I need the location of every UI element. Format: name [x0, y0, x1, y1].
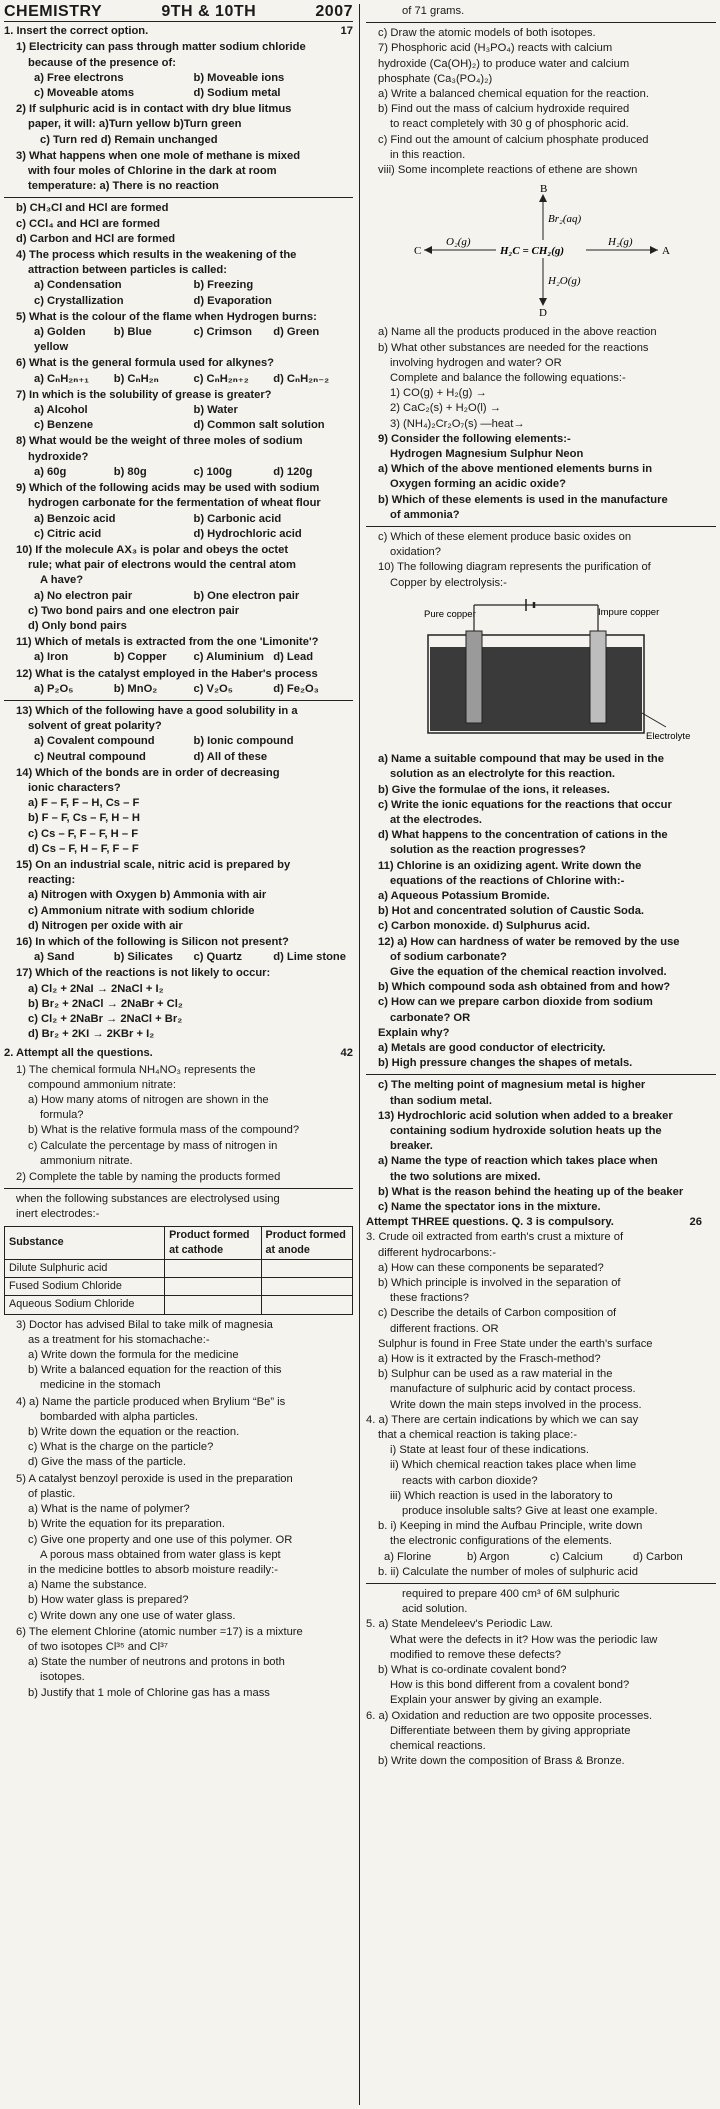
- q2-part-4: 4) a) Name the particle produced when Brylium “Be” is bombarded with alpha particles. b) Write down the equation or the reaction. c) What is the charge on the particle? d) Give the mass of the particle.: [16, 1395, 286, 1469]
- mcq-3: 3) What happens when one mole of methane is mixed with four moles of Chlorine in the dark at room temperature: a) There is no reaction: [16, 149, 301, 193]
- mcq-9: 9) Which of the following acids may be used with sodium hydrogen carbonate for the fermentation of wheat flour a) Benzoic acid b) Carbonic acid c) Citric acid d) Hydrochloric acid: [16, 482, 321, 540]
- q1-heading: 1. Insert the correct option. 17: [4, 24, 353, 39]
- table-row: Aqueous Sodium Chloride: [5, 1296, 353, 1314]
- right-column: of 71 grams. c) Draw the atomic models of both isotopes. 7) Phosphoric acid (H₃PO₄) reacts with calcium hydroxide (Ca(OH)₂) to produce water and calcium phosphate (Ca₃(PO₄)₂) a) Write a balanced chemical equation for the reaction. b) Find out the mass of calcium hydroxide required to react completely with 30 g of phosphoric acid. c) Find out the amount of calcium phosphate produced in this reaction. viii) Some incomplete reactions of ethene are shown B Br₂(aq) C O₂(g) H₂C = CH₂(g) H₂(g) A H₂O(g) D a) Name all the products produced in the above reaction b) What other substances are needed for the reactions involving hydrogen and water? OR Complete and balance the following equations:- 1) CO(g) + H₂(g) → 2) CaC₂(s) + H₂O(l) → 3) (NH₄)₂Cr₂O₇(s) —heat→ 9) Consider the following elements:- Hydrogen Magnesium Sulphur Neon a) Which of the above mentioned elements burns in Oxygen forming an acidic oxide? b) Which of these elements is used in the manufacture of ammonia? c) Which of these element produce basic oxides on oxidation? 10) The following diagram represents the purification of Copper by electrolysis:- Pure copper Impure copper Electrolyte a) Name a suitable compound that may be used in the solution as an electrolyte for this reaction. b) Give the formulae of the ions, it releases. c) Write the ionic equations for the reactions that occur at the electrodes. d) What happens to the concentration of cations in the solution as the reaction progresses? 11) Chlorine is an oxidizing agent. Write down the equations of the reactions of Chlorine with:- a) Aqueous Potassium Bromide. b) Hot and concentrated solution of Caustic Soda. c) Carbon monoxide. d) Sulphurus acid. 12) a) How can hardness of water be removed by the use of sodium carbonate? Give the equation of the chemical reaction involved. b) Which compound soda ash obtained from and how? c) How can we prepare carbon dioxide from sodium carbonate? OR Explain why? a) Metals are good conductor of electricity. b) High pressure changes the shapes of metals. c) The melting point of magnesium metal is higher than sodium metal. 13) Hydrochloric acid solution when added to a breaker containing sodium hydroxide solution heats up the breaker. a) Name the type of reaction which takes place when the two solutions are mixed. b) What is the reason behind the heating up of the beaker c) Name the spectator ions in the mixture. Attempt THREE questions. Q. 3 is compulsory. 26 3. Crude oil extracted from earth's crust a mixture of different hydrocarbons:- a) How can these components be separated? b) Which principle is involved in the separation of these fractions? c) Describe the details of Carbon composition of different fractions. OR Sulphur is found in Free State under the earth's surface a) How is it extracted by the Frasch-method? b) Sulphur can be used as a raw material in the manufacture of sulphuric acid by contact process. Write down the main steps involved in the process. 4. a) There are certain indications by which we can say that a chemical reaction is taking place:- i) State at least four of these indications. ii) Which chemical reaction takes place when lime reacts with carbon dioxide? iii) Which reaction is used in the laboratory to produce insoluble salts? Give at least one example. b. i) Keeping in mind the Aufbau Principle, write down the electronic configurations of the elements. a) Florine b) Argon c) Calcium d) Carbon b. ii) Calculate the number of moles of sulphuric acid required to prepare 400 cm³ of 6M sulphuric acid solution. 5. a) State Mendeleev's Periodic Law. What were the defects in it? How was the periodic law modified to remove these defects? b) What is co-ordinate covalent bond? How is this bond different from a covalent bond? Explain your answer by giving an example. 6. a) Oxidation and reduction are two opposite processes. Differentiate between them by giving appropriate chemical reactions. b) Write down the composition of Brass & Bronze.: [360, 4, 716, 2105]
- q6: 6. a) Oxidation and reduction are two opposite processes. Differentiate between them by giving appropriate chemical reactions. b) Write down the composition of Brass & Bronze.: [366, 1709, 653, 1768]
- mcq-14: 14) Which of the bonds are in order of decreasing ionic characters? a) F – F, F – H, Cs – F b) F – F, Cs – F, H – H c) Cs – F, F – F, H – F d) Cs – F, H – F, F – F: [16, 766, 280, 855]
- q3: 3. Crude oil extracted from earth's crust a mixture of different hydrocarbons:- a) How can these components be separated? b) Which principle is involved in the separation of these fractions? c) Describe the details of Carbon composition of different fractions. OR Sulphur is found in Free State under the earth's surface a) How is it extracted by the Frasch-method? b) Sulphur can be used as a raw material in the manufacture of sulphuric acid by contact process. Write down the main steps involved in the process.: [366, 1231, 653, 1411]
- label-br2: Br₂(aq): [548, 213, 582, 226]
- table-row: Dilute Sulphuric acid: [5, 1260, 353, 1278]
- mcq-12: 12) What is the catalyst employed in the Haber's process a) P₂O₅ b) MnO₂ c) V₂O₅ d) Fe₂O₃: [16, 667, 319, 695]
- q2-marks: 42: [340, 1047, 353, 1060]
- q2-part-7: 7) Phosphoric acid (H₃PO₄) reacts with calcium hydroxide (Ca(OH)₂) to produce water and calcium phosphate (Ca₃(PO₄)₂) a) Write a balanced chemical equation for the reaction. b) Find out the mass of calcium hydroxide required to react completely with 30 g of phosphoric acid. c) Find out the amount of calcium phosphate produced in this reaction. viii) Some incomplete reactions of ethene are shown: [378, 42, 649, 177]
- q4: 4. a) There are certain indications by which we can say that a chemical reaction is taking place:- i) State at least four of these indications. ii) Which chemical reaction takes place when lime reacts with carbon dioxide? iii) Which reaction is used in the laboratory to produce insoluble salts? Give at least one example. b. i) Keeping in mind the Aufbau Principle, write down the electronic configurations of the elements. a) Florine b) Argon c) Calcium d) Carbon b. ii) Calculate the number of moles of sulphuric acid: [366, 1413, 683, 1578]
- ethene-reaction-diagram: [366, 182, 706, 318]
- mcq-6: 6) What is the general formula used for alkynes? a) CₙH₂ₙ₊₁ b) CₙH₂ₙ c) CₙH₂ₙ₊₂ d) CₙH₂ₙ₋₂: [16, 357, 330, 385]
- divider: [366, 526, 716, 527]
- label-d: D: [539, 307, 547, 319]
- q2-part-12: 12) a) How can hardness of water be removed by the use of sodium carbonate? Give the equation of the chemical reaction involved. b) Which compound soda ash obtained from and how? c) How can we prepare carbon dioxide from sodium carbonate? OR Explain why? a) Metals are good conductor of electricity. b) High pressure changes the shapes of metals.: [378, 935, 680, 1070]
- mcq-16: 16) In which of the following is Silicon not present? a) Sand b) Silicates c) Quartz d) Lime stone: [16, 935, 346, 964]
- q2-part-13: 13) Hydrochloric acid solution when added to a breaker containing sodium hydroxide solution heats up the breaker. a) Name the type of reaction which takes place when the two solutions are mixed. b) What is the reason behind the heating up of the beaker c) Name the spectator ions in the mixture.: [378, 1109, 684, 1213]
- divider: [366, 22, 716, 23]
- section-b-heading: Attempt THREE questions. Q. 3 is compulsory. 26: [366, 1215, 716, 1230]
- label-ethene: H₂C = CH₂(g): [500, 245, 565, 258]
- arrow-down-head: [539, 298, 547, 306]
- mcq-15: 15) On an industrial scale, nitric acid is prepared by reacting: a) Nitrogen with Oxygen b) Ammonia with air c) Ammonium nitrate with sodium chloride d) Nitrogen per oxide with air: [16, 858, 291, 932]
- mcq-2: 2) If sulphuric acid is in contact with dry blue litmus paper, it will: a)Turn yellow b)Turn green c) Turn red d) Remain unchanged: [16, 103, 292, 146]
- q2-part-10: a) Name a suitable compound that may be used in the solution as an electrolyte for this reaction. b) Give the formulae of the ions, it releases. c) Write the ionic equations for the reactions that occur at the electrodes. d) What happens to the concentration of cations in the solution as the reaction progresses?: [378, 753, 672, 857]
- arrow-left-head: [424, 246, 432, 254]
- mcq-1: 1) Electricity can pass through matter sodium chloride because of the presence of: a) Free electrons b) Moveable ions c) Moveable atoms d) Sodium metal: [16, 41, 306, 100]
- class-label: 9TH & 10TH: [161, 4, 257, 20]
- year-label: 2007: [315, 4, 353, 20]
- mcq-8: 8) What would be the weight of three moles of sodium hydroxide? a) 60g b) 80g c) 100g d) 120g: [16, 435, 313, 478]
- electrolyte-solution: [430, 647, 642, 731]
- divider: [4, 700, 353, 701]
- mcq-10: 10) If the molecule AX₃ is polar and obeys the octet rule; what pair of electrons would the central atom A have? a) No electron pair b) One electron pair c) Two bond pairs and one electron pair d) Only bond pairs: [16, 543, 300, 632]
- label-a: A: [662, 245, 670, 258]
- electrolysis-cell-diagram: [366, 595, 706, 745]
- q2-part-5: 5) A catalyst benzoyl peroxide is used in the preparation of plastic. a) What is the name of polymer? b) Write the equation for its preparation. c) Give one property and one use of this polymer. OR A porous mass obtained from water glass is kept in the medicine bottles to absorb moisture readily:- a) Name the substance. b) How water glass is prepared? c) Write down any one use of water glass.: [16, 1472, 293, 1622]
- q2-part-2: 2) Complete the table by naming the products formed: [16, 1171, 281, 1184]
- paper-header: [4, 4, 353, 22]
- impure-copper-label: Impure copper: [598, 606, 660, 618]
- label-c: C: [414, 245, 422, 258]
- q2-part-3: 3) Doctor has advised Bilal to take milk of magnesia as a treatment for his stomachache:- a) Write down the formula for the medicine b) Write a balanced equation for the reaction of this medicine in the stomach: [16, 1318, 282, 1392]
- mcq-5: 5) What is the colour of the flame when Hydrogen burns: a) Golden yellow b) Blue c) Crimson d) Green: [16, 310, 320, 354]
- mcq-13: 13) Which of the following have a good solubility in a solvent of great polarity? a) Covalent compound b) Ionic compound c) Neutral compound d) All of these: [16, 704, 298, 763]
- q2-part-1: 1) The chemical formula NH₄NO₃ represents the compound ammonium nitrate: a) How many atoms of nitrogen are shown in the formula? b) What is the relative formula mass of the compound? c) Calculate the percentage by mass of nitrogen in ammonium nitrate.: [16, 1063, 300, 1167]
- divider: [366, 1583, 716, 1584]
- electrolyte-pointer: [642, 713, 666, 727]
- electrolyte-label: Electrolyte: [646, 730, 691, 742]
- label-h2o: H₂O(g): [548, 275, 581, 288]
- divider: [4, 1188, 353, 1189]
- cathode: [466, 631, 482, 723]
- q2-part-12-cont: c) The melting point of magnesium metal is higher than sodium metal.: [378, 1079, 646, 1107]
- section-b-marks: 26: [689, 1216, 702, 1229]
- q5: 5. a) State Mendeleev's Periodic Law. What were the defects in it? How was the periodic law modified to remove these defects? b) What is co-ordinate covalent bond? How is this bond different from a covalent bond? Explain your answer by giving an example.: [366, 1618, 658, 1707]
- anode: [590, 631, 606, 723]
- label-o2: O₂(g): [446, 236, 471, 249]
- mcq-3-options: b) CH₃Cl and HCl are formed c) CCl₄ and HCl are formed d) Carbon and HCl are formed: [16, 202, 176, 245]
- q2-heading: 2. Attempt all the questions. 42: [4, 1046, 353, 1061]
- mcq-17: 17) Which of the reactions is not likely to occur: a) Cl₂ + 2NaI → 2NaCl + I₂ b) Br₂ + 2NaCl → 2NaBr + Cl₂ c) Cl₂ + 2NaBr → 2NaCl + Br₂ d) Br₂ + 2KI → 2KBr + I₂: [16, 967, 271, 1041]
- q2-part-9: 9) Consider the following elements:- Hydrogen Magnesium Sulphur Neon a) Which of the above mentioned elements burns in Oxygen forming an acidic oxide? b) Which of these elements is used in the manufacture of ammonia?: [378, 432, 668, 521]
- mcq-4: 4) The process which results in the weakening of the attraction between particles is called: a) Condensation b) Freezing c) Crystallization d) Evaporation: [16, 249, 297, 307]
- left-column: [4, 4, 360, 2105]
- subject-title: CHEMISTRY: [4, 4, 103, 20]
- electrolysis-table: Substance Product formed at cathode Product formed at anode Dilute Sulphuric acid Fused Sodium Chloride Aqueous Sodium Chloride: [4, 1226, 353, 1315]
- q1-marks: 17: [340, 25, 353, 38]
- table-row: Fused Sodium Chloride: [5, 1278, 353, 1296]
- divider: [366, 1074, 716, 1075]
- q2-part-2-cont: when the following substances are electrolysed using inert electrodes:-: [16, 1193, 280, 1221]
- q2-part-11: 11) Chlorine is an oxidizing agent. Write down the equations of the reactions of Chlorine with:- a) Aqueous Potassium Bromide. b) Hot and concentrated solution of Caustic Soda. c) Carbon monoxide. d) Sulphurus acid.: [378, 859, 645, 933]
- pure-copper-label: Pure copper: [424, 608, 476, 620]
- label-b: B: [540, 183, 548, 196]
- arrow-up-head: [539, 194, 547, 202]
- divider: [4, 197, 353, 198]
- mcq-11: 11) Which of metals is extracted from the one 'Limonite'? a) Iron b) Copper c) Aluminium d) Lead: [16, 636, 319, 664]
- mcq-7: 7) In which is the solubility of grease is greater? a) Alcohol b) Water c) Benzene d) Common salt solution: [16, 388, 325, 432]
- q4-cont: required to prepare 400 cm³ of 6M sulphuric acid solution.: [402, 1588, 620, 1616]
- label-h2: H₂(g): [608, 236, 633, 249]
- arrow-right-head: [650, 246, 658, 254]
- q2-part-6: 6) The element Chlorine (atomic number =17) is a mixture of two isotopes Cl³⁵ and Cl³⁷ a) State the number of neutrons and protons in both isotopes. b) Justify that 1 mole of Chlorine gas has a mass: [16, 1625, 303, 1699]
